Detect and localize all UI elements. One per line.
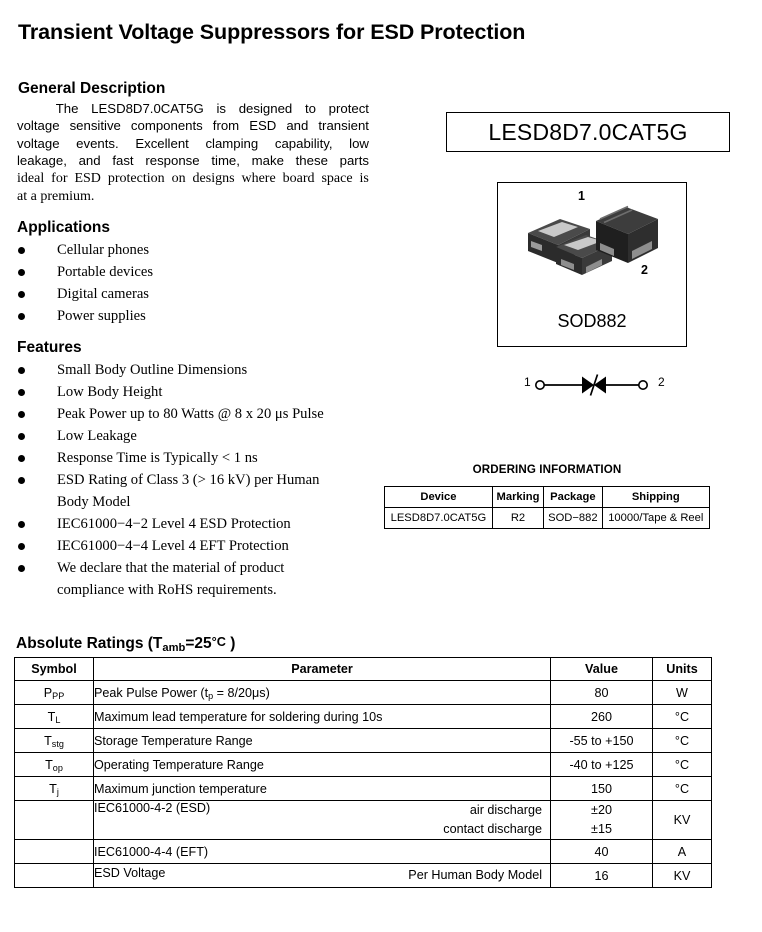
feature-item-label-continued: Body Model (57, 494, 131, 511)
description-word: components (130, 118, 203, 134)
parameter-cell: Operating Temperature Range (94, 753, 551, 777)
parameter-condition (443, 801, 542, 839)
value-cell: 260 (551, 705, 653, 729)
column-header: Units (653, 658, 712, 681)
package-pin-1-label: 1 (578, 189, 585, 203)
description-word: transient (318, 118, 369, 134)
value-cell: -55 to +150 (551, 729, 653, 753)
description-line (17, 117, 369, 134)
part-number-box (446, 112, 730, 152)
absolute-ratings-table (14, 657, 712, 888)
feature-item-label: IEC61000−4−4 Level 4 EFT Protection (57, 538, 289, 555)
feature-item (12, 469, 372, 513)
description-word: make (251, 153, 284, 169)
description-word: ESD (249, 118, 277, 134)
table-row (15, 729, 712, 753)
feature-item-label: Low Leakage (57, 428, 137, 445)
bullet-icon (18, 543, 25, 550)
sod882-package-icon (498, 189, 686, 294)
table-row (15, 777, 712, 801)
description-word: for (51, 170, 68, 186)
heading-unit: °C (211, 634, 226, 649)
column-header: Device (385, 487, 493, 508)
value-cell (551, 801, 653, 840)
table-cell: LESD8D7.0CAT5G (385, 508, 493, 529)
description-word: ideal (17, 170, 45, 186)
schematic-symbol (524, 372, 670, 398)
general-description-heading: General Description (18, 80, 166, 97)
description-word: parts (339, 153, 369, 169)
parameter-cell (94, 801, 551, 840)
bullet-icon (18, 367, 25, 374)
feature-item (12, 557, 372, 601)
units-cell: °C (653, 777, 712, 801)
feature-item (12, 447, 372, 469)
value-cell: -40 to +125 (551, 753, 653, 777)
column-header: Symbol (15, 658, 94, 681)
description-word: at a premium. (17, 189, 95, 205)
description-word: is (216, 101, 227, 116)
parameter-condition-line: contact discharge (443, 822, 542, 836)
feature-item (12, 513, 372, 535)
parameter-label: ESD Voltage (94, 866, 166, 880)
table-row (15, 801, 712, 840)
bullet-icon (18, 291, 25, 298)
application-item-label: Power supplies (57, 308, 146, 325)
description-word: time, (211, 153, 240, 169)
description-word: capability, (274, 135, 333, 151)
units-cell: A (653, 840, 712, 864)
column-header: Shipping (602, 487, 709, 508)
description-word: protect (328, 101, 369, 116)
bullet-icon (18, 269, 25, 276)
units-cell: °C (653, 729, 712, 753)
feature-item (12, 425, 372, 447)
feature-item (12, 381, 372, 403)
description-word: from (212, 118, 240, 134)
absolute-ratings-heading: Absolute Ratings ($T_{amb}=25^\circ C$ ) (16, 634, 236, 655)
parameter-condition-line: Per Human Body Model (408, 868, 542, 882)
parameter-condition-line: air discharge (469, 803, 542, 817)
symbol-pin-1-label: 1 (524, 375, 531, 389)
description-word: Excellent (135, 135, 189, 151)
features-heading: Features (17, 339, 82, 357)
table-row (15, 705, 712, 729)
package-illustration-box (497, 182, 687, 347)
units-cell: °C (653, 705, 712, 729)
description-word: response (145, 153, 200, 169)
applications-heading: Applications (17, 219, 111, 237)
ordering-information-title: ORDERING INFORMATION (472, 463, 622, 476)
symbol-subscript: j (56, 787, 59, 798)
application-item (12, 305, 372, 327)
symbol-cell (15, 840, 94, 864)
package-name-label: SOD882 (557, 311, 627, 331)
features-list (12, 359, 372, 601)
table-header-row (15, 658, 712, 681)
package-pin-2-label: 2 (641, 263, 648, 277)
description-line (17, 152, 369, 169)
description-word: ESD (74, 170, 101, 186)
units-cell: °C (653, 753, 712, 777)
bullet-icon (18, 521, 25, 528)
description-word: designed (238, 101, 293, 116)
ordering-information-table (384, 486, 710, 529)
description-word: voltage (17, 118, 60, 134)
symbol-subscript: L (55, 715, 61, 726)
value-cell: 40 (551, 840, 653, 864)
value-cell: 150 (551, 777, 653, 801)
description-word: The (55, 101, 79, 116)
parameter-cell (94, 864, 551, 888)
column-header: Value (551, 658, 653, 681)
description-line (17, 100, 369, 117)
symbol-subscript: op (52, 763, 63, 774)
bullet-icon (18, 247, 25, 254)
description-word: is (359, 170, 369, 186)
column-header: Parameter (94, 658, 551, 681)
units-cell: KV (653, 801, 712, 840)
feature-item-label: IEC61000−4−2 Level 4 ESD Protection (57, 516, 291, 533)
table-cell: 10000/Tape & Reel (602, 508, 709, 529)
symbol-cell: $T_{op}$ (15, 753, 94, 777)
value-cell: 16 (551, 864, 653, 888)
value-stack (551, 801, 652, 839)
description-word: low (349, 135, 369, 151)
description-line (17, 170, 369, 187)
description-word: on (171, 170, 186, 186)
description-word: events. (76, 135, 119, 151)
description-word: LESD8D7.0CAT5G (91, 101, 204, 116)
feature-item-label: Peak Power up to 80 Watts @ 8 x 20 μs Pulse (57, 406, 324, 423)
parameter-cell: IEC61000-4-4 (EFT) (94, 840, 551, 864)
symbol-cell: $T_j$ (15, 777, 94, 801)
description-line (17, 187, 369, 205)
parameter-cell: Maximum lead temperature for soldering during 10s (94, 705, 551, 729)
table-row (385, 508, 710, 529)
symbol-cell (15, 801, 94, 840)
table-cell: R2 (492, 508, 543, 529)
application-item-label: Portable devices (57, 264, 154, 281)
application-item-label: Digital cameras (57, 286, 149, 303)
description-word: space (321, 170, 353, 186)
value-line: ±20 (591, 803, 612, 817)
table-row (15, 864, 712, 888)
parameter-condition (408, 866, 542, 885)
bullet-icon (18, 389, 25, 396)
paragraph-indent (17, 100, 43, 117)
feature-item-label: ESD Rating of Class 3 (> 16 kV) per Human (57, 472, 320, 489)
parameter-row (94, 801, 550, 839)
parameter-cell: Peak Pulse Power $(t_p = 8/20\mu s)$ (94, 681, 551, 705)
description-word: board (282, 170, 315, 186)
symbol-cell: $P_{PP}$ (15, 681, 94, 705)
bullet-icon (18, 477, 25, 484)
feature-item-label-continued: compliance with RoHS requirements. (57, 582, 277, 599)
units-cell: W (653, 681, 712, 705)
bidirectional-tvs-diode-icon (524, 372, 670, 398)
symbol-cell: $T_{stg}$ (15, 729, 94, 753)
application-item (12, 239, 372, 261)
table-header-row (385, 487, 710, 508)
description-word: to (304, 101, 316, 116)
symbol-cell: $T_L$ (15, 705, 94, 729)
column-header: Package (544, 487, 602, 508)
symbol-cell (15, 864, 94, 888)
heading-subscript: amb (162, 642, 186, 655)
description-word: leakage, (17, 153, 67, 169)
application-item (12, 261, 372, 283)
left-column (12, 80, 372, 601)
parameter-cell: Storage Temperature Range (94, 729, 551, 753)
table-row (15, 753, 712, 777)
table-cell: SOD−882 (544, 508, 602, 529)
parameter-subscript: p (208, 691, 214, 702)
bullet-icon (18, 565, 25, 572)
part-number-text: LESD8D7.0CAT5G (488, 118, 688, 145)
value-cell: 80 (551, 681, 653, 705)
parameter-row (94, 866, 550, 885)
feature-item-label: Low Body Height (57, 384, 163, 401)
description-word: designs (192, 170, 235, 186)
general-description-text (17, 100, 369, 205)
feature-item (12, 403, 372, 425)
description-word: protection (107, 170, 165, 186)
value-line: ±15 (591, 822, 612, 836)
page-title: Transient Voltage Suppressors for ESD Protection (18, 20, 526, 44)
description-word: voltage (17, 135, 60, 151)
application-item (12, 283, 372, 305)
bullet-icon (18, 455, 25, 462)
parameter-cell: Maximum junction temperature (94, 777, 551, 801)
bullet-icon (18, 411, 25, 418)
description-word: clamping (205, 135, 259, 151)
feature-item (12, 359, 372, 381)
feature-item (12, 535, 372, 557)
table-row (15, 840, 712, 864)
parameter-label: IEC61000-4-2 (ESD) (94, 801, 211, 815)
description-line (17, 135, 369, 152)
symbol-pin-2-label: 2 (658, 375, 665, 389)
bullet-icon (18, 433, 25, 440)
column-header: Marking (492, 487, 543, 508)
application-item-label: Cellular phones (57, 242, 150, 259)
description-word: these (295, 153, 328, 169)
symbol-subscript: PP (52, 691, 65, 702)
feature-item-label: We declare that the material of product (57, 560, 285, 577)
description-word: where (241, 170, 276, 186)
description-word: sensitive (69, 118, 121, 134)
feature-item-label: Small Body Outline Dimensions (57, 362, 248, 379)
feature-item-label: Response Time is Typically < 1 ns (57, 450, 258, 467)
description-word: and (286, 118, 309, 134)
bullet-icon (18, 313, 25, 320)
units-cell: KV (653, 864, 712, 888)
applications-list (12, 239, 372, 327)
description-word: fast (112, 153, 134, 169)
description-word: and (78, 153, 101, 169)
table-row (15, 681, 712, 705)
symbol-subscript: stg (51, 739, 64, 750)
